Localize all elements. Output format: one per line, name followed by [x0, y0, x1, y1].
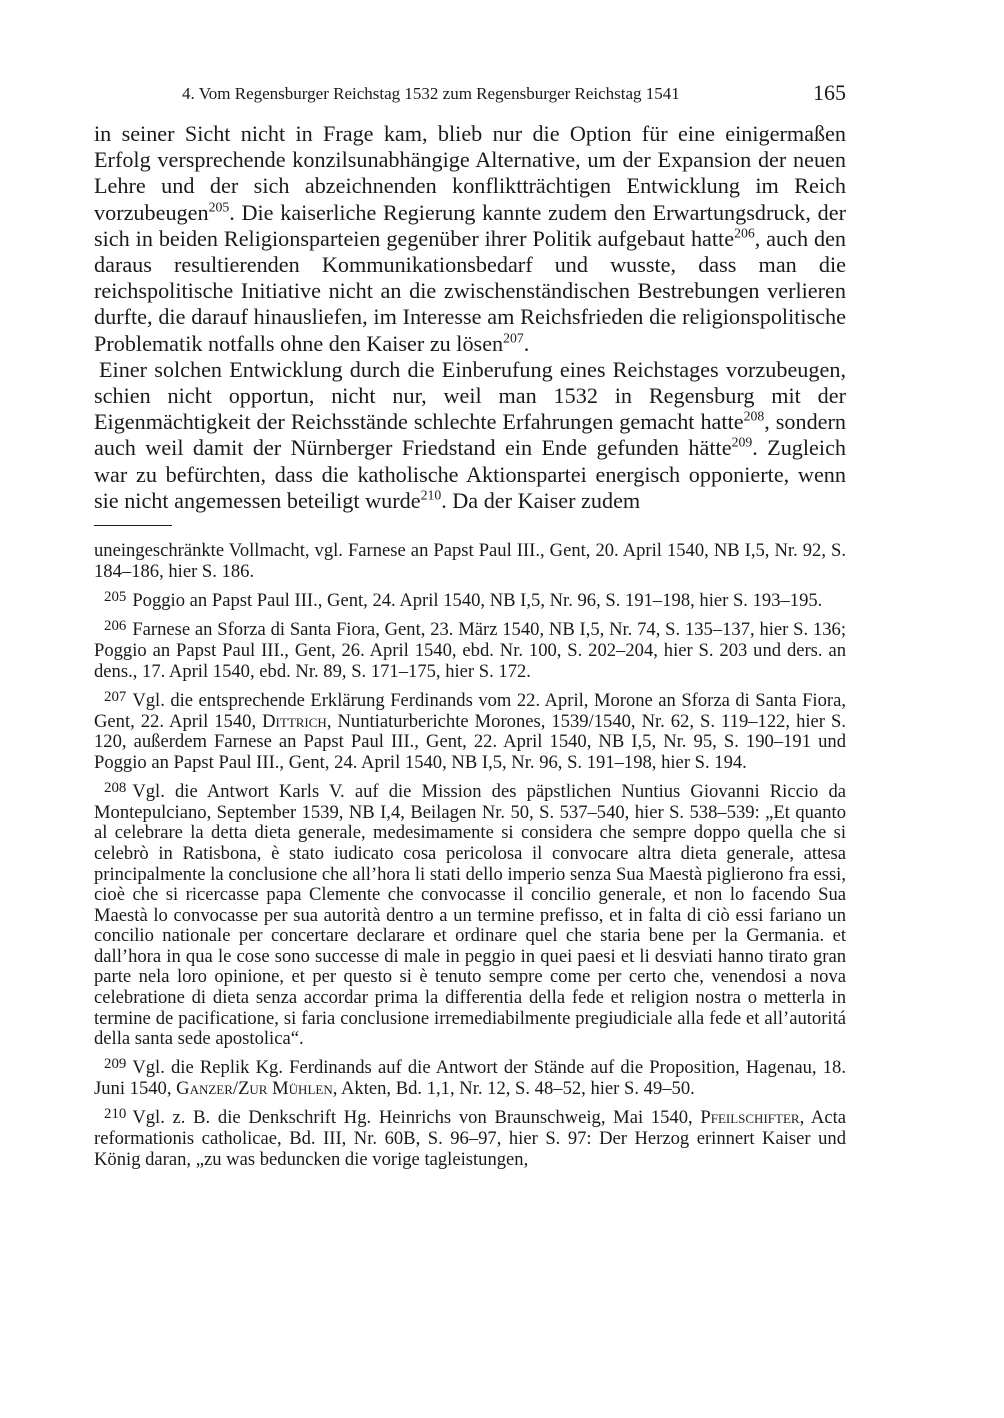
footnotes	[94, 541, 846, 1175]
text-run: , sondern auch weil damit der Nürnberger Friedstand ein Ende gefunden hätte	[94, 409, 846, 461]
footnote-text: Poggio an Papst Paul III., Gent, 24. April 1540, NB I,5, Nr. 96, S. 191–198, hier S. 193–195.	[132, 589, 823, 611]
footnote-text: Vgl. die Replik Kg. Ferdinands auf die Antwort der Stände auf die Proposition, Hagenau, 18. Juni 1540,	[94, 1057, 846, 1100]
footnote-text: Vgl. die entsprechende Erklärung Ferdinands vom 22. April, Morone an Sforza di Santa Fiora, Gent, 22. April 1540,	[94, 689, 846, 732]
footnote-text: , Akten, Bd. 1,1, Nr. 12, S. 48–52, hier S. 49–50.	[332, 1078, 695, 1100]
text-run: . Da der Kaiser zudem	[441, 487, 641, 513]
running-title: 4. Vom Regensburger Reichstag 1532 zum Regensburger Reichstag 1541	[182, 84, 680, 103]
text-run: . Die kaiserliche Regierung kannte zudem den Erwartungsdruck, der sich in beiden Religionsparteien gegenüber ihrer Politik aufgebaut hatte	[94, 199, 846, 251]
footnote-ref-205[interactable]: 205	[208, 199, 230, 215]
footnote-rule	[94, 525, 172, 526]
footnote-number: 208	[104, 779, 127, 796]
footnote-number: 210	[104, 1106, 127, 1123]
footnote-text: Farnese an Sforza di Santa Fiora, Gent, 23. März 1540, NB I,5, Nr. 74, S. 135–137, hier S. 136; Poggio an Papst Paul III., Gent, 26. April 1540, ebd. Nr. 100, S. 202–204, hier S. 203 und ders. an dens., 17. April 1540, ebd. Nr. 89, S. 171–175, hier S. 172.	[94, 619, 846, 682]
main-text	[94, 121, 846, 514]
text-run: , auch den daraus resultierenden Kommunikationsbedarf und wusste, dass man die reichspolitische Initiative nicht an die zwischenständischen Bestrebungen verlieren durfte, die darauf hinausliefen, im Interesse am Reichsfrieden die religionspolitische Problematik notfalls ohne den Kaiser zu lösen	[94, 225, 847, 356]
footnote-ref-210[interactable]: 210	[420, 487, 442, 503]
footnote-ref-206[interactable]: 206	[734, 225, 755, 241]
author-name: Dittrich	[262, 710, 327, 732]
footnote-number: 207	[104, 688, 127, 705]
footnote-208	[94, 778, 846, 1050]
footnote-text: , Acta reformationis catholicae, Bd. III, Nr. 60B, S. 96–97, hier S. 97: Der Herzog erinnert Kaiser und König daran, „zu was beduncken die vorige tagleistungen,	[94, 1107, 846, 1170]
footnote-209	[94, 1054, 846, 1099]
footnote-205	[94, 587, 846, 612]
author-name: Pfeilschifter	[700, 1107, 800, 1129]
text-run: . Zugleich war zu befürchten, dass die katholische Aktionspartei energisch opponierte, wenn sie nicht angemessen beteiligt wurde	[94, 435, 847, 513]
running-head	[94, 80, 846, 108]
footnote-207	[94, 687, 846, 774]
author-name: Ganzer/Zur Mühlen	[176, 1078, 333, 1100]
footnote-continuation	[94, 541, 846, 582]
footnote-number: 209	[104, 1056, 127, 1073]
footnote-210	[94, 1104, 846, 1170]
footnote-text: uneingeschränkte Vollmacht, vgl. Farnese an Papst Paul III., Gent, 20. April 1540, NB I,5, Nr. 92, S. 184–186, hier S. 186.	[94, 540, 846, 582]
footnote-206	[94, 616, 846, 682]
footnote-ref-209[interactable]: 209	[731, 435, 753, 451]
paragraph-1	[94, 121, 846, 357]
footnote-text: Vgl. die Antwort Karls V. auf die Mission des päpstlichen Nuntius Giovanni Riccio da Montepulciano, September 1539, NB I,4, Beilagen Nr. 50, S. 537–540, hier S. 538–539: „Et quanto al celebrare la detta dieta generale, medesimamente si considera che sempre doppo quella che si celebrò in Ratisbona, è stato iudicato cosa pericolosa il convocare altra dieta generale, attesa principalmente la conclusione che all’hora li stati dello imperio senza Sua Maestà piglierono fra essi, cioè che si ricercasse papa Clemente che convocasse il concilio generale, et non lo facendo Sua Maestà lo convocasse per sua autorità dentro a un termine prefisso, et in falta di ciò essi fariano un concilio nationale per concertare declarare et ordinare quel che staria bene per la Germania. et dall’hora in qua le cose sono successe di male in peggio in quei paesi et li desviati hanno tirato gran parte nela loro opinione, et per questo si è tenuto sempre come per certo che, venendosi a nova celebratione di dieta senza accordar prima la differentia della fede et religion nostra o metterla in termine de pacificatione, si faria conclusione irremediabilmente pregiudiciale alla fede et all’autoritá della santa sede apostolica“.	[94, 781, 846, 1050]
text-run: .	[523, 330, 530, 356]
text-run: Einer solchen Entwicklung durch die Einberufung eines Reichstages vorzubeugen, schien nicht opportun, nicht nur, weil man 1532 in Regensburg mit der Eigenmächtigkeit der Reichsstände schlechte Erfahrungen gemacht hatte	[94, 356, 846, 435]
text-run: in seiner Sicht nicht in Frage kam, blieb nur die Option für eine einigermaßen Erfolg versprechende konzilsunabhängige Alternative, um der Expansion der neuen Lehre und der sich abzeichnenden konfliktträchtigen Entwicklung im Reich vorzubeugen	[94, 121, 846, 225]
footnote-text: , Nuntiaturberichte Morones, 1539/1540, Nr. 62, S. 119–122, hier S. 120, außerdem Farnese an Papst Paul III., Gent, 22. April 1540, NB I,5, Nr. 95, S. 190–191 und Poggio an Papst Paul III., Gent, 24. April 1540, NB I,5, Nr. 96, S. 191–198, hier S. 194.	[94, 710, 846, 773]
page-number: 165	[813, 80, 846, 105]
footnote-number: 206	[104, 618, 127, 635]
footnote-number: 205	[104, 588, 127, 605]
paragraph-2	[94, 357, 846, 514]
footnote-ref-208[interactable]: 208	[743, 408, 765, 424]
footnote-ref-207[interactable]: 207	[503, 330, 524, 346]
footnote-text: Vgl. z. B. die Denkschrift Hg. Heinrichs von Braunschweig, Mai 1540,	[132, 1107, 693, 1129]
